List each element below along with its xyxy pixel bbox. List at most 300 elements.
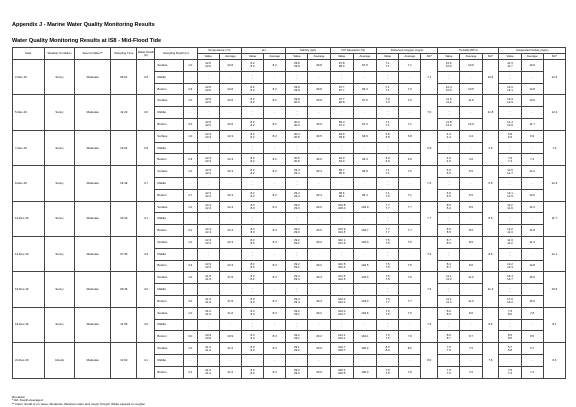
dissolved-oxygen-value-cell: 7.7 7.7	[377, 201, 399, 213]
subheader-average: Average	[521, 54, 543, 60]
suspended-solids-average-cell: -	[521, 248, 543, 260]
suspended-solids-value-cell: 14.0 14.1	[499, 83, 521, 95]
weather-cell: Sunny	[44, 95, 75, 130]
dissolved-oxygen-average-cell: -	[399, 107, 421, 119]
ph-average-cell: 8.3	[264, 272, 286, 284]
ph-average-cell: 8.3	[264, 366, 286, 378]
do-saturation-value-cell: 96.6 96.1	[330, 189, 353, 201]
turbidity-value-cell: 4.6 4.6	[438, 154, 460, 166]
sampling-depth-cell: -	[183, 213, 197, 225]
dissolved-oxygen-value-cell: 7.1 7.0	[377, 189, 399, 201]
salinity-average-cell: -	[308, 213, 330, 225]
suspended-solids-average-cell: 5.7	[521, 343, 543, 355]
turbidity-average-cell: -	[460, 284, 482, 296]
salinity-value-cell: 29.2 29.2	[286, 331, 308, 343]
temperature-value-cell: 22.3 22.3	[197, 189, 219, 201]
subheader-average: Average	[308, 54, 330, 60]
sampling-level-cell: Surface	[155, 130, 183, 142]
temperature-value-cell: 21.2 21.2	[197, 343, 219, 355]
header-sampling-depth: Sampling Depth (m)	[155, 48, 197, 60]
ph-value-cell: 8.2 8.2	[241, 189, 263, 201]
temperature-value-cell: 21.5 21.5	[197, 295, 219, 307]
temperature-value-cell: - -	[197, 142, 219, 154]
ph-average-cell: -	[264, 71, 286, 83]
subheader-value: Value	[286, 54, 308, 60]
sampling-time-cell: 09:01	[111, 60, 137, 95]
salinity-value-cell: 29.4 29.4	[286, 189, 308, 201]
dissolved-oxygen-average-cell: -	[399, 354, 421, 366]
do-saturation-average-cell: 106.4	[353, 366, 376, 378]
ph-average-cell: -	[264, 142, 286, 154]
ph-average-cell: 8.3	[264, 201, 286, 213]
header-sampling-time: Sampling Time	[111, 48, 137, 60]
turbidity-value-cell: 11.1 11.3	[438, 272, 460, 284]
header-salinity: Salinity (ppt)	[286, 48, 330, 54]
dissolved-oxygen-value-cell: - -	[377, 213, 399, 225]
suspended-solids-average-cell: -	[521, 142, 543, 154]
water-depth-cell: 3.7	[137, 166, 155, 201]
dissolved-oxygen-value-cell: 7.6 7.6	[377, 307, 399, 319]
temperature-value-cell: 22.6 22.6	[197, 83, 219, 95]
turbidity-value-cell: - -	[438, 319, 460, 331]
ph-value-cell: - -	[241, 319, 263, 331]
suspended-solids-average-cell: 7.4	[521, 366, 543, 378]
salinity-average-cell: -	[308, 177, 330, 189]
dissolved-oxygen-average-cell: 7.6	[399, 272, 421, 284]
subheader-value: Value	[499, 54, 521, 60]
sea-condition-cell: Moderate	[75, 166, 111, 201]
turbidity-value-cell: 8.5 8.4	[438, 201, 460, 213]
salinity-value-cell: 29.8 29.8	[286, 83, 308, 95]
suspended-solids-da-cell: 7.2	[543, 130, 565, 165]
ph-value-cell: 8.3 8.3	[241, 236, 263, 248]
turbidity-average-cell: -	[460, 354, 482, 366]
ph-value-cell: 8.3 8.3	[241, 225, 263, 237]
header-water-depth: Water Depth (m)	[137, 48, 155, 60]
temperature-average-cell: 22.4	[219, 201, 241, 213]
suspended-solids-value-cell: - -	[499, 354, 521, 366]
salinity-value-cell: 29.0 29.0	[286, 225, 308, 237]
suspended-solids-value-cell: - -	[499, 284, 521, 296]
sampling-level-cell: Bottom	[155, 295, 183, 307]
page-title: Appendix J - Marine Water Quality Monitoring Results	[12, 22, 155, 28]
turbidity-average-cell: 11.3	[460, 295, 482, 307]
subheader-da: DA*	[482, 54, 499, 60]
do-saturation-average-cell: 104.1	[353, 331, 376, 343]
turbidity-da-cell: 10.6	[482, 60, 499, 95]
salinity-average-cell: 29.4	[308, 189, 330, 201]
temperature-value-cell: - -	[197, 213, 219, 225]
weather-cell: Sunny	[44, 166, 75, 201]
salinity-average-cell: 29.0	[308, 225, 330, 237]
do-saturation-value-cell: 93.9 93.8	[330, 130, 353, 142]
turbidity-average-cell: 6.5	[460, 189, 482, 201]
sampling-level-cell: Middle	[155, 107, 183, 119]
suspended-solids-average-cell: -	[521, 177, 543, 189]
suspended-solids-value-cell: 17.0 16.2	[499, 295, 521, 307]
water-depth-cell: 3.9	[137, 130, 155, 165]
salinity-average-cell: 30.5	[308, 130, 330, 142]
sampling-level-cell: Middle	[155, 177, 183, 189]
ph-value-cell: 8.2 8.2	[241, 95, 263, 107]
do-saturation-value-cell: - -	[330, 177, 353, 189]
ph-average-cell: -	[264, 177, 286, 189]
subheader-value: Value	[330, 54, 353, 60]
sampling-depth-cell: 1.0	[183, 166, 197, 178]
dissolved-oxygen-value-cell: - -	[377, 71, 399, 83]
do-saturation-average-cell: 104.7	[353, 225, 376, 237]
salinity-average-cell: 29.0	[308, 201, 330, 213]
temperature-average-cell: -	[219, 213, 241, 225]
ph-average-cell: 8.2	[264, 189, 286, 201]
salinity-average-cell: 29.8	[308, 95, 330, 107]
ph-average-cell: 8.2	[264, 154, 286, 166]
sampling-level-cell: Bottom	[155, 83, 183, 95]
suspended-solids-average-cell: 12.2	[521, 166, 543, 178]
salinity-value-cell: 29.2 29.2	[286, 307, 308, 319]
dissolved-oxygen-da-cell: 7.6	[421, 272, 438, 307]
do-saturation-value-cell: 106.3 106.5	[330, 366, 353, 378]
turbidity-value-cell: 11.1 11.4	[438, 295, 460, 307]
sampling-depth-cell: 3.3	[183, 260, 197, 272]
dissolved-oxygen-value-cell: 7.5 7.5	[377, 236, 399, 248]
turbidity-value-cell: 4.4 4.4	[438, 130, 460, 142]
sea-condition-cell: Moderate	[75, 236, 111, 271]
dissolved-oxygen-average-cell: -	[399, 248, 421, 260]
turbidity-da-cell: 4.5	[482, 130, 499, 165]
do-saturation-average-cell: 104.9	[353, 201, 376, 213]
ph-value-cell: - -	[241, 107, 263, 119]
dissolved-oxygen-value-cell: 7.6 7.6	[377, 331, 399, 343]
sampling-level-cell: Bottom	[155, 118, 183, 130]
turbidity-average-cell: 8.6	[460, 236, 482, 248]
weather-cell: Sunny	[44, 272, 75, 307]
suspended-solids-value-cell: 7.5 8.0	[499, 307, 521, 319]
suspended-solids-average-cell: 7.8	[521, 307, 543, 319]
temperature-value-cell: 21.5 21.5	[197, 272, 219, 284]
salinity-average-cell: 30.6	[308, 154, 330, 166]
salinity-average-cell: 29.8	[308, 83, 330, 95]
dissolved-oxygen-value-cell: 7.1 7.1	[377, 166, 399, 178]
header-date: Date	[13, 48, 45, 60]
temperature-average-cell: 22.4	[219, 225, 241, 237]
subheader-value: Value	[197, 54, 219, 60]
dissolved-oxygen-average-cell: 7.1	[399, 118, 421, 130]
sampling-time-cell: 13:03	[111, 343, 137, 378]
suspended-solids-average-cell: 12.6	[521, 95, 543, 107]
salinity-value-cell: - -	[286, 284, 308, 296]
temperature-average-cell: -	[219, 177, 241, 189]
sampling-level-cell: Surface	[155, 343, 183, 355]
do-saturation-value-cell: - -	[330, 213, 353, 225]
temperature-average-cell: -	[219, 354, 241, 366]
date-cell: 7-Dec-16	[13, 130, 45, 165]
dissolved-oxygen-value-cell: - -	[377, 248, 399, 260]
suspended-solids-average-cell: -	[521, 284, 543, 296]
suspended-solids-average-cell: 11.3	[521, 236, 543, 248]
ph-average-cell: -	[264, 213, 286, 225]
dissolved-oxygen-value-cell: 7.6 7.7	[377, 295, 399, 307]
salinity-average-cell: -	[308, 354, 330, 366]
do-saturation-average-cell: 93.9	[353, 130, 376, 142]
ph-value-cell: - -	[241, 284, 263, 296]
do-saturation-value-cell: 104.1 104.1	[330, 331, 353, 343]
header-suspended-solids: Suspended Solids (mg/L)	[499, 48, 566, 54]
salinity-average-cell: 29.0	[308, 366, 330, 378]
suspended-solids-value-cell: - -	[499, 248, 521, 260]
temperature-average-cell: -	[219, 248, 241, 260]
do-saturation-average-cell: 97.5	[353, 95, 376, 107]
dissolved-oxygen-average-cell: 7.9	[399, 366, 421, 378]
temperature-value-cell: 22.6 22.6	[197, 118, 219, 130]
temperature-average-cell: 21.5	[219, 295, 241, 307]
turbidity-value-cell: 10.4 10.5	[438, 83, 460, 95]
ph-value-cell: 8.3 8.3	[241, 295, 263, 307]
do-saturation-average-cell: -	[353, 284, 376, 296]
salinity-average-cell: -	[308, 107, 330, 119]
temperature-value-cell: - -	[197, 354, 219, 366]
sea-condition-cell: Moderate	[75, 95, 111, 130]
turbidity-average-cell: 4.6	[460, 154, 482, 166]
do-saturation-value-cell: 97.8 98.0	[330, 60, 353, 72]
temperature-value-cell: 22.3 22.3	[197, 260, 219, 272]
date-cell: 2-Dec-16	[13, 60, 45, 95]
dissolved-oxygen-da-cell: 7.5	[421, 236, 438, 271]
dissolved-oxygen-average-cell: 7.6	[399, 331, 421, 343]
salinity-value-cell: - -	[286, 71, 308, 83]
temperature-average-cell: -	[219, 142, 241, 154]
dissolved-oxygen-da-cell: 7.0	[421, 166, 438, 201]
turbidity-value-cell: - -	[438, 107, 460, 119]
sampling-depth-cell: -	[183, 248, 197, 260]
do-saturation-value-cell: 104.9 104.5	[330, 225, 353, 237]
turbidity-average-cell: -	[460, 177, 482, 189]
suspended-solids-value-cell: 11.2 11.9	[499, 201, 521, 213]
temperature-average-cell: 22.3	[219, 166, 241, 178]
do-saturation-value-cell: 104.8 105.0	[330, 201, 353, 213]
sampling-level-cell: Middle	[155, 248, 183, 260]
sea-condition-cell: Moderate	[75, 201, 111, 236]
suspended-solids-average-cell: 12.8	[521, 260, 543, 272]
sampling-level-cell: Surface	[155, 60, 183, 72]
sampling-depth-cell: 1.0	[183, 60, 197, 72]
dissolved-oxygen-da-cell: 8.0	[421, 343, 438, 378]
dissolved-oxygen-average-cell: -	[399, 177, 421, 189]
sampling-level-cell: Bottom	[155, 154, 183, 166]
sampling-level-cell: Middle	[155, 319, 183, 331]
ph-value-cell: 8.3 8.3	[241, 307, 263, 319]
sampling-level-cell: Bottom	[155, 225, 183, 237]
turbidity-average-cell: 11.6	[460, 95, 482, 107]
water-depth-cell: 4.0	[137, 307, 155, 342]
date-cell: 14-Dec-16	[13, 236, 45, 271]
salinity-average-cell: 29.2	[308, 307, 330, 319]
ph-value-cell: 8.2 8.2	[241, 130, 263, 142]
suspended-solids-average-cell: 8.5	[521, 331, 543, 343]
ph-average-cell: 8.2	[264, 95, 286, 107]
temperature-value-cell: 22.3 22.3	[197, 236, 219, 248]
salinity-value-cell: 29.1 29.0	[286, 343, 308, 355]
ph-value-cell: 8.3 8.3	[241, 343, 263, 355]
suspended-solids-da-cell: 16.6	[543, 272, 565, 307]
salinity-value-cell: 29.8 29.8	[286, 60, 308, 72]
sampling-time-cell: 09:36	[111, 272, 137, 307]
dissolved-oxygen-average-cell: 7.5	[399, 260, 421, 272]
sea-condition-cell: Moderate	[75, 343, 111, 378]
suspended-solids-average-cell: -	[521, 319, 543, 331]
sea-condition-cell: Moderate	[75, 272, 111, 307]
ph-average-cell: 8.3	[264, 295, 286, 307]
turbidity-average-cell: 10.5	[460, 83, 482, 95]
turbidity-average-cell: -	[460, 71, 482, 83]
suspended-solids-average-cell: 7.4	[521, 154, 543, 166]
salinity-average-cell: -	[308, 284, 330, 296]
sampling-time-cell: 11:56	[111, 307, 137, 342]
header-ph: pH	[241, 48, 285, 54]
temperature-average-cell: -	[219, 71, 241, 83]
dissolved-oxygen-value-cell: - -	[377, 142, 399, 154]
ph-value-cell: 8.3 8.3	[241, 366, 263, 378]
ph-value-cell: - -	[241, 354, 263, 366]
do-saturation-value-cell: - -	[330, 107, 353, 119]
turbidity-value-cell: - -	[438, 354, 460, 366]
do-saturation-value-cell: 97.7 97.7	[330, 83, 353, 95]
table-row	[13, 95, 566, 107]
dissolved-oxygen-average-cell: 7.6	[399, 307, 421, 319]
sampling-depth-cell: 3.1	[183, 366, 197, 378]
turbidity-average-cell: -	[460, 248, 482, 260]
dissolved-oxygen-average-cell: -	[399, 319, 421, 331]
ph-average-cell: -	[264, 319, 286, 331]
sampling-depth-cell: 1.0	[183, 343, 197, 355]
temperature-value-cell: - -	[197, 248, 219, 260]
water-depth-cell: 4.1	[137, 343, 155, 378]
turbidity-value-cell: - -	[438, 177, 460, 189]
suspended-solids-value-cell: 12.2 11.3	[499, 225, 521, 237]
ph-value-cell: 8.3 8.3	[241, 331, 263, 343]
sampling-depth-cell: 3.1	[183, 225, 197, 237]
sampling-time-cell: 13:04	[111, 130, 137, 165]
water-depth-cell: 4.0	[137, 95, 155, 130]
sampling-depth-cell: 1.0	[183, 272, 197, 284]
water-depth-cell: 4.0	[137, 272, 155, 307]
header-dissolved-oxygen: Dissolved Oxygen (mg/L)	[377, 48, 438, 54]
do-saturation-average-cell: 102.4	[353, 272, 376, 284]
do-saturation-average-cell: 106.2	[353, 343, 376, 355]
turbidity-average-cell: -	[460, 319, 482, 331]
suspended-solids-average-cell: 11.7	[521, 118, 543, 130]
sampling-level-cell: Surface	[155, 307, 183, 319]
do-saturation-value-cell: 102.1 101.9	[330, 236, 353, 248]
temperature-value-cell: 22.3 22.3	[197, 166, 219, 178]
turbidity-value-cell: - -	[438, 213, 460, 225]
temperature-average-cell: 20.9	[219, 331, 241, 343]
temperature-average-cell: 22.3	[219, 260, 241, 272]
suspended-solids-value-cell: 7.5 7.3	[499, 366, 521, 378]
sampling-level-cell: Surface	[155, 272, 183, 284]
do-saturation-value-cell: 102.5 102.4	[330, 260, 353, 272]
sampling-depth-cell: 3.0	[183, 331, 197, 343]
suspended-solids-value-cell: - -	[499, 142, 521, 154]
sampling-depth-cell: -	[183, 319, 197, 331]
sampling-depth-cell: 1.0	[183, 130, 197, 142]
salinity-average-cell: -	[308, 248, 330, 260]
sampling-level-cell: Surface	[155, 166, 183, 178]
salinity-value-cell: 29.0 29.0	[286, 201, 308, 213]
sampling-level-cell: Surface	[155, 201, 183, 213]
turbidity-average-cell: 4.4	[460, 130, 482, 142]
temperature-value-cell: - -	[197, 71, 219, 83]
dissolved-oxygen-value-cell: 7.6 7.6	[377, 272, 399, 284]
temperature-average-cell: 22.3	[219, 154, 241, 166]
sampling-depth-cell: 1.0	[183, 236, 197, 248]
temperature-value-cell: 20.9 20.9	[197, 331, 219, 343]
suspended-solids-value-cell: - -	[499, 107, 521, 119]
suspended-solids-value-cell: - -	[499, 319, 521, 331]
table-row	[13, 343, 566, 355]
header-temperature: Temperature (°C)	[197, 48, 241, 54]
ph-value-cell: - -	[241, 248, 263, 260]
dissolved-oxygen-average-cell: -	[399, 284, 421, 296]
date-cell: 12-Dec-16	[13, 201, 45, 236]
dissolved-oxygen-value-cell: 7.5 7.5	[377, 260, 399, 272]
sampling-depth-cell: 2.7	[183, 189, 197, 201]
dissolved-oxygen-average-cell: 7.0	[399, 166, 421, 178]
sampling-time-cell: 16:32	[111, 201, 137, 236]
weather-cell: Sunny	[44, 130, 75, 165]
do-saturation-average-cell: 97.3	[353, 118, 376, 130]
turbidity-average-cell: 8.6	[460, 260, 482, 272]
suspended-solids-value-cell: 16.4 16.7	[499, 272, 521, 284]
turbidity-value-cell: - -	[438, 248, 460, 260]
dissolved-oxygen-average-cell: 8.0	[399, 343, 421, 355]
header-turbidity: Turbidity(NTU)	[438, 48, 499, 54]
ph-value-cell: - -	[241, 142, 263, 154]
do-saturation-average-cell: 94.0	[353, 154, 376, 166]
dissolved-oxygen-value-cell: - -	[377, 177, 399, 189]
turbidity-value-cell: 6.5 6.5	[438, 166, 460, 178]
temperature-average-cell: 22.3	[219, 130, 241, 142]
turbidity-value-cell: 7.5 7.5	[438, 343, 460, 355]
do-saturation-average-cell: 102.5	[353, 260, 376, 272]
dissolved-oxygen-average-cell: 6.8	[399, 130, 421, 142]
dissolved-oxygen-average-cell: -	[399, 71, 421, 83]
weather-cell: Sunny	[44, 236, 75, 271]
sampling-time-cell: 07:36	[111, 236, 137, 271]
salinity-average-cell: 30.0	[308, 118, 330, 130]
do-saturation-value-cell: 97.7 96.8	[330, 95, 353, 107]
temperature-value-cell: 22.4 22.4	[197, 201, 219, 213]
suspended-solids-average-cell: 10.6	[521, 60, 543, 72]
sampling-depth-cell: 3.0	[183, 295, 197, 307]
temperature-value-cell: - -	[197, 284, 219, 296]
table-body	[13, 60, 566, 379]
dissolved-oxygen-da-cell: 7.0	[421, 95, 438, 130]
turbidity-average-cell: 8.6	[460, 307, 482, 319]
salinity-value-cell: 29.4 29.4	[286, 295, 308, 307]
suspended-solids-value-cell: 8.5 8.5	[499, 331, 521, 343]
date-cell: 5-Dec-16	[13, 95, 45, 130]
do-saturation-average-cell: -	[353, 107, 376, 119]
salinity-average-cell: -	[308, 142, 330, 154]
dissolved-oxygen-average-cell: 6.9	[399, 154, 421, 166]
temperature-value-cell: 22.3 22.3	[197, 154, 219, 166]
do-saturation-average-cell: 96.4	[353, 189, 376, 201]
suspended-solids-average-cell: -	[521, 213, 543, 225]
sampling-depth-cell: 1.0	[183, 95, 197, 107]
sea-condition-cell: Moderate	[75, 60, 111, 95]
salinity-value-cell: 30.4 30.5	[286, 130, 308, 142]
